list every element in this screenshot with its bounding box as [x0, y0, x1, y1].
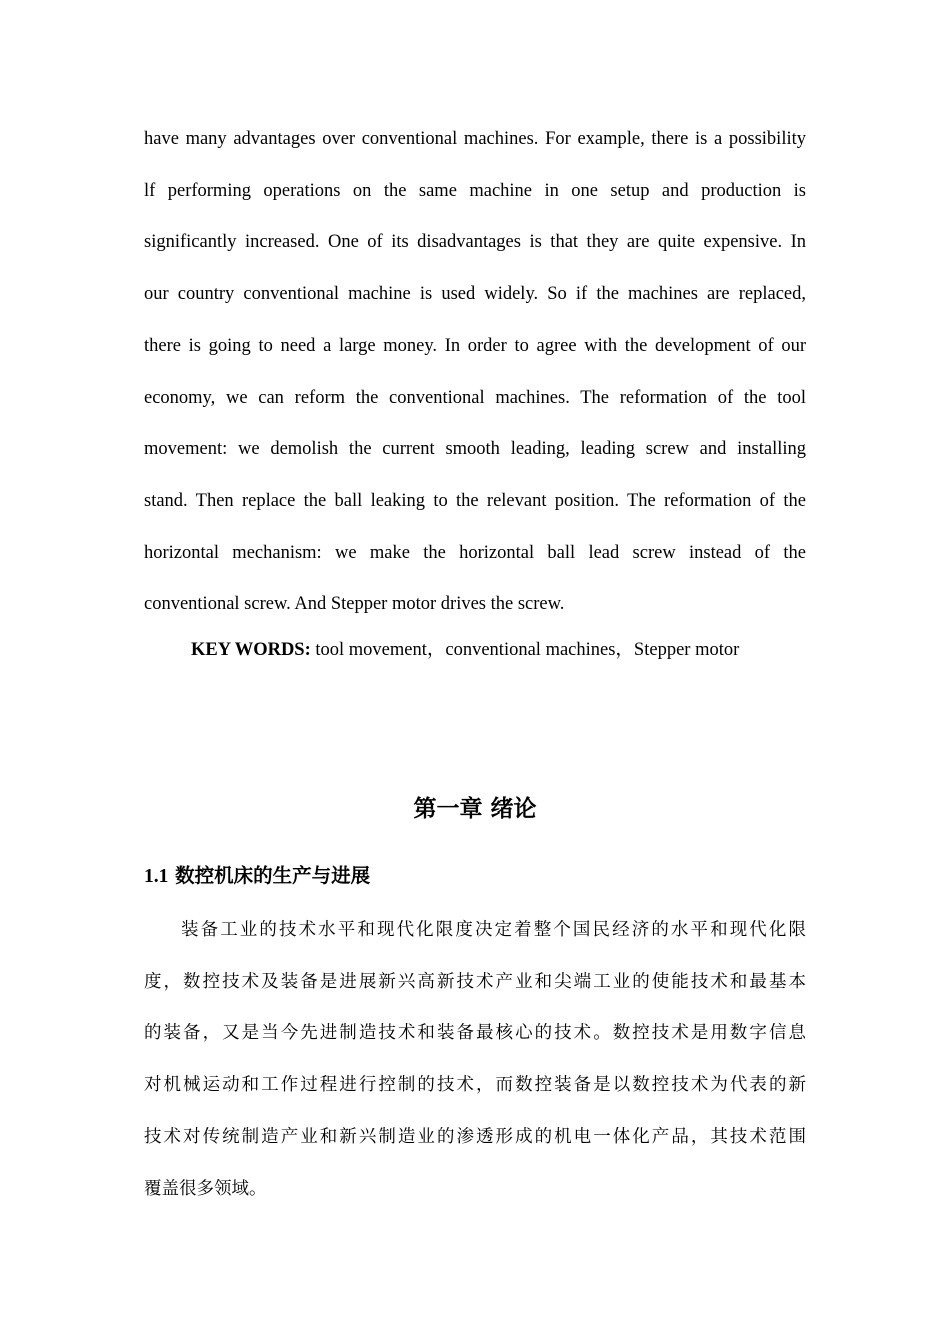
- section-title: 数控机床的生产与进展: [168, 864, 371, 887]
- section-number: 1.1: [144, 866, 169, 887]
- body-line: 覆盖很多领域。: [144, 1178, 267, 1199]
- abstract-line: horizontal mechanism: we make the horizontal ball lead screw instead of the: [144, 542, 806, 563]
- keywords-label: KEY WORDS:: [191, 640, 311, 660]
- abstract-line: there is going to need a large money. In order to agree with the development of our: [144, 335, 806, 356]
- body-line: 对机械运动和工作过程进行控制的技术，而数控装备是以数控技术为代表的新: [144, 1075, 806, 1096]
- abstract-line: have many advantages over conventional machines. For example, there is a possibility: [144, 129, 806, 149]
- abstract-line: stand. Then replace the ball leaking to the relevant position. The reformation of the: [144, 490, 806, 511]
- abstract-line: lf performing operations on the same machine in one setup and production is: [144, 180, 806, 201]
- body-line: 度，数控技术及装备是进展新兴高新技术产业和尖端工业的使能技术和最基本: [144, 971, 806, 992]
- abstract-line: economy, we can reform the conventional machines. The reformation of the tool: [144, 387, 806, 408]
- abstract-line: our country conventional machine is used widely. So if the machines are replaced,: [144, 284, 806, 305]
- keywords-line: [191, 627, 831, 673]
- section-heading: [144, 856, 806, 897]
- body-line: 的装备，又是当今先进制造技术和装备最核心的技术。数控技术是用数字信息: [144, 1023, 806, 1044]
- keywords-text: tool movement，conventional machines，Stepper motor: [310, 640, 740, 660]
- abstract-line: conventional screw. And Stepper motor drives the screw.: [144, 594, 565, 615]
- abstract-line: movement: we demolish the current smooth leading, leading screw and installing: [144, 439, 806, 460]
- abstract-line: significantly increased. One of its disadvantages is that they are quite expensive. In: [144, 232, 806, 253]
- body-paragraph: [144, 905, 806, 1215]
- chapter-title: 第一章 绪论: [413, 796, 537, 822]
- abstract-paragraph: [144, 114, 806, 631]
- body-line: 装备工业的技术水平和现代化限度决定着整个国民经济的水平和现代化限: [181, 920, 806, 940]
- body-line: 技术对传统制造产业和新兴制造业的渗透形成的机电一体化产品，其技术范围: [144, 1126, 806, 1147]
